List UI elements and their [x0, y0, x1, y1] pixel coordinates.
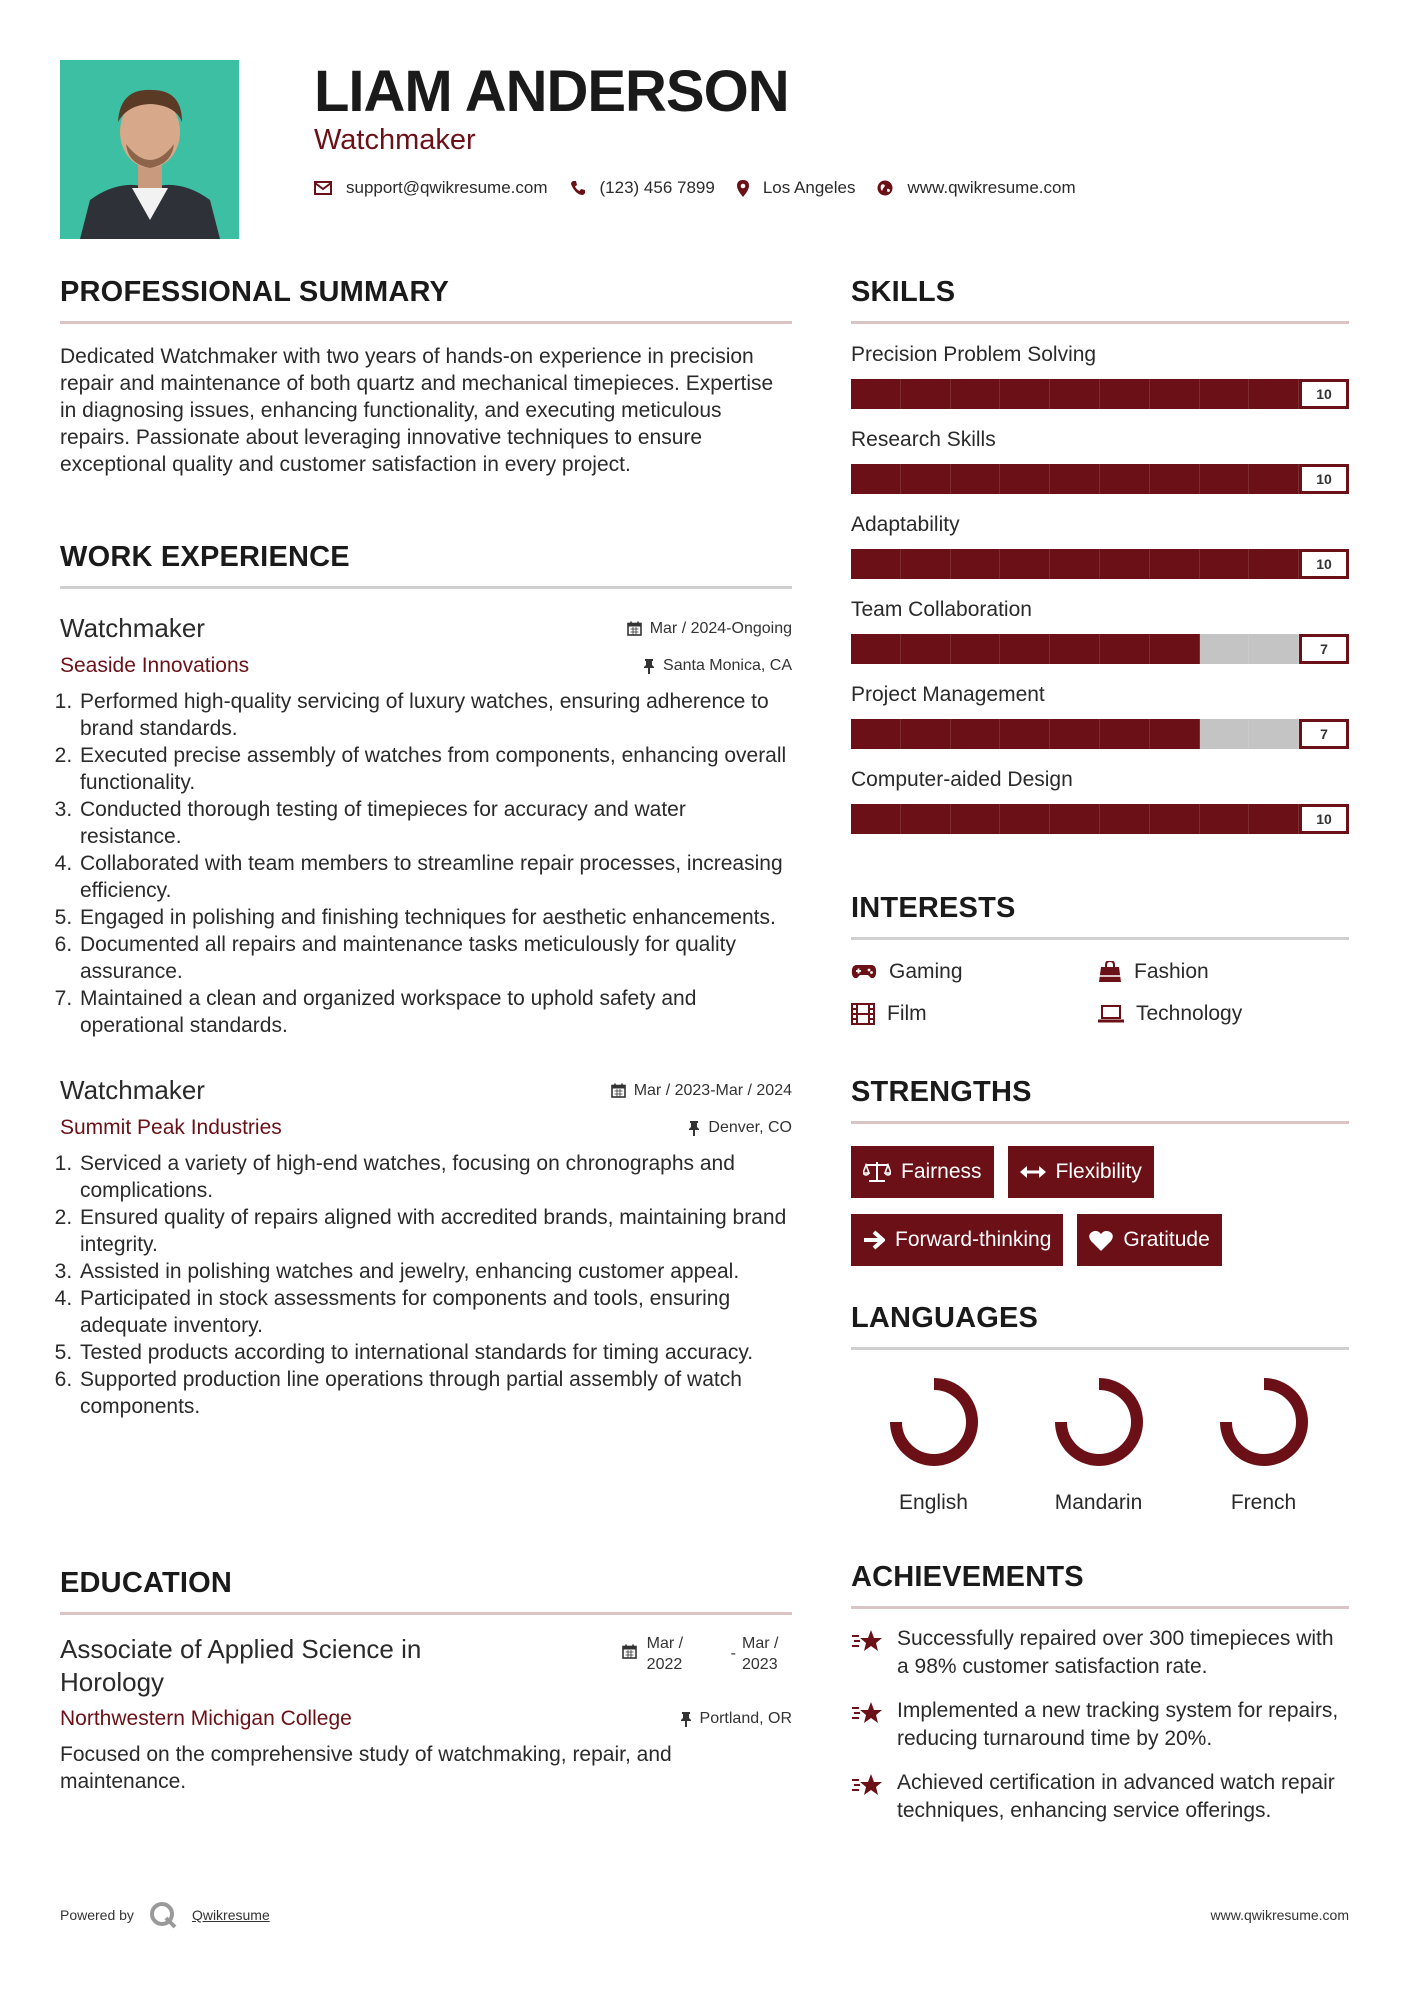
interest-item: Gaming — [851, 960, 1098, 984]
envelope-icon — [314, 181, 332, 195]
skill-bar-segment — [1249, 379, 1299, 409]
skill-item — [851, 598, 1349, 664]
skills-section — [851, 276, 1349, 834]
strength-tag: Forward-thinking — [851, 1214, 1063, 1266]
strength-tag: Gratitude — [1077, 1214, 1221, 1266]
strengths-list — [851, 1146, 1349, 1266]
strengths-heading: STRENGTHS — [851, 1076, 1032, 1108]
language-level-arc — [1226, 1384, 1302, 1460]
pushpin-icon — [688, 1121, 700, 1136]
experience-heading: WORK EXPERIENCE — [60, 541, 350, 573]
language-item — [1181, 1372, 1346, 1515]
list-item: 1. Performed high-quality servicing of luxury watches, ensuring adherence to brand standards. — [78, 688, 792, 742]
skill-item — [851, 683, 1349, 749]
language-item — [1016, 1372, 1181, 1515]
candidate-role: Watchmaker — [314, 124, 476, 156]
education-description: Focused on the comprehensive study of watchmaking, repair, and maintenance. — [60, 1743, 672, 1793]
skill-name: Precision Problem Solving — [851, 343, 1097, 366]
skill-bar-segment — [1100, 719, 1150, 749]
list-item: 3. Conducted thorough testing of timepieces for accuracy and water resistance. — [78, 796, 792, 850]
contact-website[interactable]: www.qwikresume.com — [877, 178, 1075, 198]
skill-bar-segment — [851, 379, 901, 409]
skill-bar-segment — [1050, 379, 1100, 409]
skill-bar-segment — [1150, 634, 1200, 664]
balance-scale-icon — [863, 1161, 891, 1183]
skill-item — [851, 513, 1349, 579]
skills-list — [851, 343, 1349, 834]
job-duties — [60, 688, 792, 1039]
job-location: Santa Monica, CA — [643, 657, 792, 675]
candidate-name: LIAM ANDERSON — [314, 59, 789, 124]
skill-bar — [851, 634, 1349, 664]
job-location: Denver, CO — [688, 1119, 792, 1137]
arrow-right-icon — [863, 1230, 885, 1250]
skill-bar-segment — [901, 634, 951, 664]
skill-bar-segment — [851, 464, 901, 494]
languages-section — [851, 1302, 1349, 1515]
skill-bar-segment — [951, 549, 1001, 579]
skill-bar-segment — [1050, 634, 1100, 664]
list-item: 6. Documented all repairs and maintenance tasks meticulously for quality assurance. — [78, 931, 792, 985]
language-name: English — [899, 1491, 968, 1514]
skill-name: Project Management — [851, 683, 1045, 706]
contact-bar — [314, 178, 1098, 198]
strength-tag: Fairness — [851, 1146, 994, 1198]
list-item: 4. Participated in stock assessments for components and tools, ensuring adequate inventory. — [78, 1285, 792, 1339]
section-divider — [851, 937, 1349, 940]
skill-bar-segment — [951, 719, 1001, 749]
list-item: 2. Ensured quality of repairs aligned with accredited brands, maintaining brand integrity. — [78, 1204, 792, 1258]
summary-heading: PROFESSIONAL SUMMARY — [60, 276, 450, 308]
job-duties — [60, 1150, 792, 1420]
education-heading: EDUCATION — [60, 1567, 233, 1599]
skill-bar-segment — [1150, 719, 1200, 749]
skill-bar-segment — [1100, 464, 1150, 494]
list-item: 4. Collaborated with team members to streamline repair processes, increasing efficiency. — [78, 850, 792, 904]
section-divider — [60, 1612, 792, 1615]
skill-bar-segment — [1200, 804, 1250, 834]
skill-bar-segment — [951, 804, 1001, 834]
skill-bar-segment — [901, 379, 951, 409]
list-item: 3. Assisted in polishing watches and jewelry, enhancing customer appeal. — [78, 1258, 792, 1285]
skill-bar-segment — [901, 719, 951, 749]
skill-bar-segment — [1200, 634, 1250, 664]
skill-bar-segment — [1249, 804, 1299, 834]
calendar-icon — [622, 1644, 637, 1659]
skill-bar-segment — [1200, 379, 1250, 409]
list-item: 1. Serviced a variety of high-end watches, focusing on chronographs and complications. — [78, 1150, 792, 1204]
languages-heading: LANGUAGES — [851, 1302, 1039, 1334]
interests-heading: INTERESTS — [851, 892, 1016, 924]
interest-item: Film — [851, 1002, 1098, 1026]
skill-bar-segment — [1200, 719, 1250, 749]
skill-bar — [851, 379, 1349, 409]
interest-item: Fashion — [1098, 960, 1345, 984]
skill-score: 7 — [1299, 719, 1349, 749]
skill-bar-segment — [1200, 549, 1250, 579]
skill-bar-segment — [851, 549, 901, 579]
gamepad-icon — [851, 964, 877, 980]
language-ring — [1049, 1372, 1149, 1472]
skill-score: 10 — [1299, 379, 1349, 409]
skill-bar-segment — [1000, 634, 1050, 664]
section-divider — [60, 321, 792, 324]
skill-bar-segment — [1249, 464, 1299, 494]
skill-bar-segment — [851, 804, 901, 834]
phone-icon — [570, 180, 586, 196]
pushpin-icon — [643, 659, 655, 674]
skill-bar-segment — [951, 634, 1001, 664]
globe-icon — [877, 180, 893, 196]
avatar-icon — [60, 60, 239, 239]
pushpin-icon — [680, 1712, 692, 1727]
left-column — [60, 276, 792, 478]
skill-bar-segment — [1050, 719, 1100, 749]
language-name: French — [1230, 1491, 1297, 1514]
section-divider — [851, 1347, 1349, 1350]
footer-url[interactable]: www.qwikresume.com — [1210, 1907, 1349, 1923]
star-icon — [851, 1699, 885, 1727]
list-item: 6. Supported production line operations through partial assembly of watch components. — [78, 1366, 792, 1420]
skill-bar — [851, 464, 1349, 494]
language-ring — [884, 1372, 984, 1472]
powered-by: Powered by Qwikresume — [60, 1900, 270, 1930]
achievement-item: Implemented a new tracking system for repairs, reducing turnaround time by 20%. — [851, 1697, 1349, 1753]
film-icon — [851, 1003, 875, 1025]
contact-phone[interactable]: (123) 456 7899 — [570, 178, 715, 198]
skill-score: 10 — [1299, 464, 1349, 494]
calendar-icon — [627, 621, 642, 636]
skill-bar — [851, 549, 1349, 579]
star-icon — [851, 1627, 885, 1655]
skill-bar-segment — [1249, 719, 1299, 749]
job-dates: Mar / 2023-Mar / 2024 — [611, 1082, 792, 1100]
footer — [60, 1900, 1349, 1930]
calendar-icon — [611, 1083, 626, 1098]
section-divider — [851, 1606, 1349, 1609]
language-level-arc — [896, 1384, 972, 1460]
achievement-item: Successfully repaired over 300 timepieces with a 98% customer satisfaction rate. — [851, 1625, 1349, 1681]
skill-bar-segment — [1100, 549, 1150, 579]
strength-tag: Flexibility — [1008, 1146, 1154, 1198]
language-level-arc — [1061, 1384, 1137, 1460]
interests-list — [851, 960, 1349, 1026]
skill-bar-segment — [951, 464, 1001, 494]
skill-bar-segment — [901, 464, 951, 494]
contact-location: Los Angeles — [737, 178, 856, 198]
section-divider — [851, 1121, 1349, 1124]
interests-section — [851, 892, 1349, 1026]
list-item: 7. Maintained a clean and organized workspace to uphold safety and operational standards. — [78, 985, 792, 1039]
skill-name: Team Collaboration — [851, 598, 1032, 621]
skill-name: Adaptability — [851, 513, 960, 536]
education-dates: Mar / 2022 - Mar / 2023 — [622, 1633, 792, 1675]
skill-bar-segment — [901, 549, 951, 579]
list-item: 5. Tested products according to international standards for timing accuracy. — [78, 1339, 792, 1366]
skill-score: 10 — [1299, 549, 1349, 579]
skill-bar-segment — [1050, 804, 1100, 834]
skill-bar-segment — [1150, 464, 1200, 494]
skill-bar-segment — [1000, 549, 1050, 579]
skill-bar-segment — [851, 634, 901, 664]
skill-score: 7 — [1299, 634, 1349, 664]
strengths-section — [851, 1076, 1349, 1266]
skill-bar-segment — [1100, 634, 1150, 664]
arrows-horizontal-icon — [1020, 1165, 1046, 1179]
languages-list — [851, 1372, 1349, 1515]
map-marker-icon — [737, 180, 749, 197]
skill-name: Research Skills — [851, 428, 996, 451]
skill-bar-segment — [1150, 804, 1200, 834]
skill-bar-segment — [851, 719, 901, 749]
achievements-section — [851, 1561, 1349, 1825]
job-title: Watchmaker — [60, 1075, 205, 1105]
skills-heading: SKILLS — [851, 276, 956, 308]
brand-link[interactable]: Qwikresume — [191, 1907, 270, 1923]
job-title: Watchmaker — [60, 613, 205, 643]
skill-bar — [851, 719, 1349, 749]
skill-bar-segment — [901, 804, 951, 834]
degree-title: Associate of Applied Science in Horology — [60, 1634, 422, 1697]
language-item — [851, 1372, 1016, 1515]
skill-bar-segment — [1100, 804, 1150, 834]
skill-bar-segment — [1000, 719, 1050, 749]
section-divider — [60, 586, 792, 589]
education-location: Portland, OR — [680, 1710, 792, 1728]
job-company: Seaside Innovations — [60, 654, 250, 677]
language-name: Mandarin — [1054, 1491, 1143, 1514]
star-icon — [851, 1771, 885, 1799]
skill-bar-segment — [1150, 549, 1200, 579]
laptop-icon — [1098, 1005, 1124, 1023]
skill-bar-segment — [1249, 549, 1299, 579]
skill-item — [851, 428, 1349, 494]
job-entry — [60, 1075, 792, 1420]
summary-text: Dedicated Watchmaker with two years of hands-on experience in precision repair and maintenance of both quartz and mechanical timepieces. Expertise in diagnosing issues, enhancing functionality, and executing meticulous repairs. Passionate about leveraging innovative techniques to ensure exceptional quality and customer satisfaction in every project. — [60, 345, 774, 476]
job-dates: Mar / 2024-Ongoing — [627, 620, 792, 638]
skill-bar-segment — [1050, 549, 1100, 579]
skill-bar-segment — [951, 379, 1001, 409]
skill-bar-segment — [1150, 379, 1200, 409]
achievements-heading: ACHIEVEMENTS — [851, 1561, 1084, 1593]
experience-section — [60, 541, 792, 1420]
list-item: 2. Executed precise assembly of watches from components, enhancing overall functionality. — [78, 742, 792, 796]
education-section — [60, 1567, 792, 1795]
skill-bar-segment — [1050, 464, 1100, 494]
skill-bar-segment — [1200, 464, 1250, 494]
school-name: Northwestern Michigan College — [60, 1707, 352, 1730]
skill-bar-segment — [1000, 379, 1050, 409]
education-end: Mar / 2023 — [742, 1635, 779, 1673]
interest-item: Technology — [1098, 1002, 1345, 1026]
job-entry — [60, 613, 792, 1039]
shopping-bag-icon — [1098, 961, 1122, 983]
skill-item — [851, 343, 1349, 409]
education-start: Mar / 2022 — [646, 1635, 684, 1673]
job-company: Summit Peak Industries — [60, 1116, 282, 1139]
language-ring — [1214, 1372, 1314, 1472]
skill-score: 10 — [1299, 804, 1349, 834]
list-item: 5. Engaged in polishing and finishing techniques for aesthetic enhancements. — [78, 904, 792, 931]
skill-bar-segment — [1000, 464, 1050, 494]
skill-name: Computer-aided Design — [851, 768, 1073, 791]
skill-item — [851, 768, 1349, 834]
skill-bar-segment — [1249, 634, 1299, 664]
skill-bar-segment — [1100, 379, 1150, 409]
section-divider — [851, 321, 1349, 324]
achievement-item: Achieved certification in advanced watch repair techniques, enhancing service offerings. — [851, 1769, 1349, 1825]
skill-bar — [851, 804, 1349, 834]
skill-bar-segment — [1000, 804, 1050, 834]
contact-email[interactable]: support@qwikresume.com — [314, 178, 548, 198]
qwikresume-logo-icon — [148, 1900, 178, 1930]
profile-photo — [60, 60, 239, 239]
heart-icon — [1089, 1230, 1113, 1251]
